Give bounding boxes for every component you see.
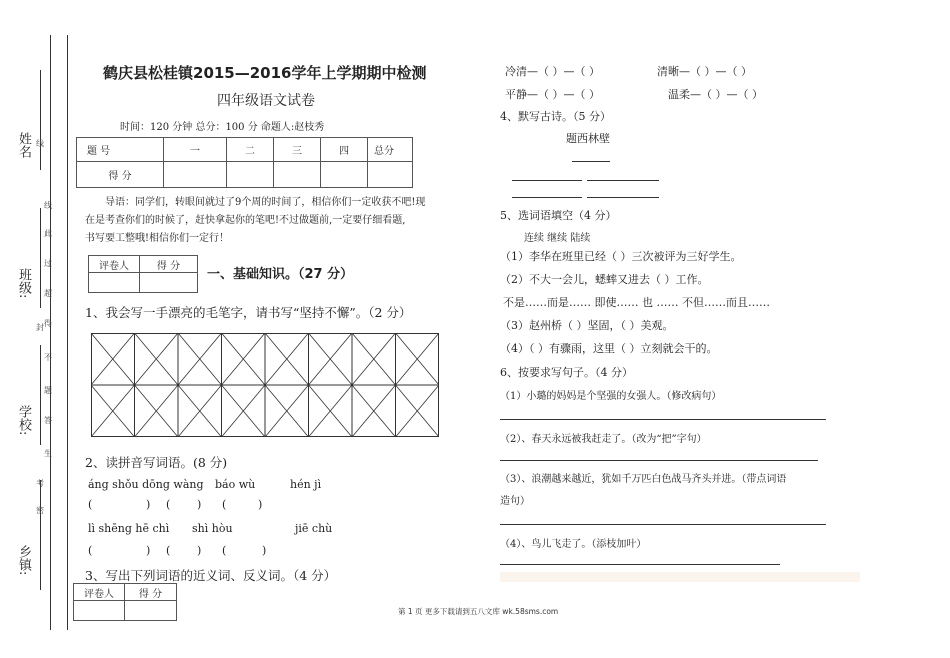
seal-char: 密: [36, 506, 44, 515]
poem-line-blank[interactable]: [512, 197, 582, 198]
sentence-task: （2）、春天永远被我赶走了。（改为“把”字句）: [500, 434, 707, 445]
school-label: 学校:: [16, 405, 31, 436]
faint-band: [500, 572, 860, 582]
page-footer: 第 1 页 更多下载请到五八文库 wk.58sms.com: [398, 607, 559, 616]
score-table-header: 二: [227, 138, 274, 162]
paren: (: [222, 544, 227, 557]
question-2: 2、读拼音写词语。(8 分): [85, 455, 228, 470]
binding-line-outer: [50, 35, 51, 630]
seal-char: 得: [44, 319, 52, 328]
seal-char: 生: [44, 449, 52, 458]
pinyin: shì hòu: [192, 522, 233, 535]
score-cell[interactable]: [368, 162, 413, 188]
intro-line: 在是考查你们的时候了，赶快拿起你的笔吧!不过做题前,一定要仔细看题,: [85, 215, 406, 226]
seal-char: 封: [36, 323, 44, 332]
synonym-item: 平静—（ ）—（ ）: [505, 88, 600, 101]
score-table-header: 总分: [368, 138, 413, 162]
class-blank: [40, 208, 41, 308]
paren: (: [166, 498, 171, 511]
seal-char: 不: [44, 353, 52, 362]
class-label: 班级:: [16, 268, 31, 299]
intro-line: 书写要工整哦!相信你们一定行！: [85, 233, 230, 244]
score-cell[interactable]: [274, 162, 321, 188]
pinyin: lì shēng hē chì: [88, 522, 170, 535]
paren: ): [197, 544, 202, 557]
question-1: 1、我会写一手漂亮的毛笔字，请书写“坚持不懈”。（2 分）: [85, 305, 412, 320]
seal-char: 过: [44, 259, 52, 268]
fill-item: （1）李华在班里已经（ ）三次被评为三好学生。: [500, 250, 742, 263]
grader-box: [88, 255, 198, 293]
score-cell[interactable]: [164, 162, 227, 188]
name-label: 姓名: [16, 132, 31, 158]
sentence-task: 造句）: [500, 496, 530, 507]
paren: ): [197, 498, 202, 511]
score-table-header: 四: [321, 138, 368, 162]
grader-label: 评卷人: [74, 584, 125, 601]
poem-line-blank[interactable]: [512, 180, 582, 181]
grader-label: 评卷人: [89, 256, 140, 273]
seal-char: 此: [44, 229, 52, 238]
answer-line[interactable]: [500, 419, 826, 420]
fill-item: （2）不大一会儿，蟋蟀又进去（ ）工作。: [500, 273, 709, 286]
pinyin: jiē chù: [295, 522, 333, 535]
seal-char: 考: [36, 479, 44, 488]
section1-heading: 一、基础知识。（27 分）: [207, 267, 354, 282]
seal-char: 答: [44, 416, 52, 425]
score-cell[interactable]: [321, 162, 368, 188]
synonym-item: 清晰—（ ）—（ ）: [657, 65, 752, 78]
score-table: [76, 137, 413, 188]
paren: (: [222, 498, 227, 511]
seal-char: 线: [36, 139, 44, 148]
pinyin: hén jì: [290, 478, 322, 491]
paren: ): [262, 544, 267, 557]
question-4: 4、默写古诗。（5 分）: [500, 110, 611, 123]
fill-item: （4）（ ）有骤雨，这里（ ）立刻就会干的。: [500, 342, 718, 355]
exam-subtitle: 四年级语文试卷: [217, 93, 315, 109]
question-3: 3、写出下列词语的近义词、反义词。（4 分）: [85, 568, 337, 583]
grader-score-label: 得 分: [140, 256, 198, 273]
paren: (: [88, 544, 93, 557]
grader-cell[interactable]: [89, 273, 140, 293]
pinyin: áng shǒu dōng wàng: [88, 478, 204, 491]
paren: ): [146, 544, 151, 557]
school-blank: [40, 345, 41, 445]
exam-meta: 时间：120 分钟 总分：100 分 命题人:赵枝秀: [120, 122, 325, 133]
calligraphy-grid[interactable]: [91, 333, 439, 437]
sentence-task: （3）、浪潮越来越近，犹如千万匹白色战马齐头并进。（带点词语: [500, 474, 787, 485]
answer-line[interactable]: [500, 460, 818, 461]
grader-cell[interactable]: [125, 601, 177, 621]
fill-item: （3）赵州桥（ ）坚固，（ ）美观。: [500, 319, 674, 332]
grader-score-label: 得 分: [125, 584, 177, 601]
binding-line-inner: [67, 35, 68, 630]
seal-char: 超: [44, 289, 52, 298]
synonym-item: 冷清—（ ）—（ ）: [505, 65, 600, 78]
paren: ): [146, 498, 151, 511]
fill-item: 不是……而是…… 即使…… 也 …… 不但……而且……: [503, 296, 770, 309]
score-table-header: 一: [164, 138, 227, 162]
question-6: 6、按要求写句子。（4 分）: [500, 366, 633, 379]
exam-title: 鹤庆县松桂镇2015—2016学年上学期期中检测: [103, 64, 427, 82]
word-choices: 连续 继续 陆续: [524, 233, 591, 244]
paren: (: [88, 498, 93, 511]
question-5: 5、选词语填空（4 分）: [500, 209, 617, 222]
score-table-header: 题 号: [77, 138, 164, 162]
paren: ): [258, 498, 263, 511]
grader-cell[interactable]: [74, 601, 125, 621]
grader-cell[interactable]: [140, 273, 198, 293]
seal-char: 题: [44, 386, 52, 395]
name-blank: [40, 70, 41, 170]
pinyin: báo wù: [215, 478, 256, 491]
town-label: 乡镇:: [16, 545, 31, 576]
sentence-task: （1）小璐的妈妈是个坚强的女强人。（修改病句）: [500, 391, 722, 402]
intro-line: 导语：同学们，转眼间就过了9个周的时间了，相信你们一定收获不吧!现: [105, 197, 426, 208]
score-table-row-label: 得 分: [77, 162, 164, 188]
score-table-header: 三: [274, 138, 321, 162]
sentence-task: （4）、鸟儿飞走了。（添枝加叶）: [500, 539, 647, 550]
answer-line[interactable]: [500, 564, 780, 565]
poem-line-blank[interactable]: [587, 180, 659, 181]
grader-box: [73, 583, 177, 621]
synonym-item: 温柔—（ ）—（ ）: [668, 88, 763, 101]
poem-line-blank[interactable]: [587, 197, 659, 198]
poem-author-blank[interactable]: [572, 161, 610, 162]
poem-title: 题西林壁: [566, 132, 610, 145]
seal-char: 线: [44, 201, 52, 210]
score-cell[interactable]: [227, 162, 274, 188]
town-blank: [40, 480, 41, 590]
answer-line[interactable]: [500, 524, 826, 525]
paren: (: [166, 544, 171, 557]
